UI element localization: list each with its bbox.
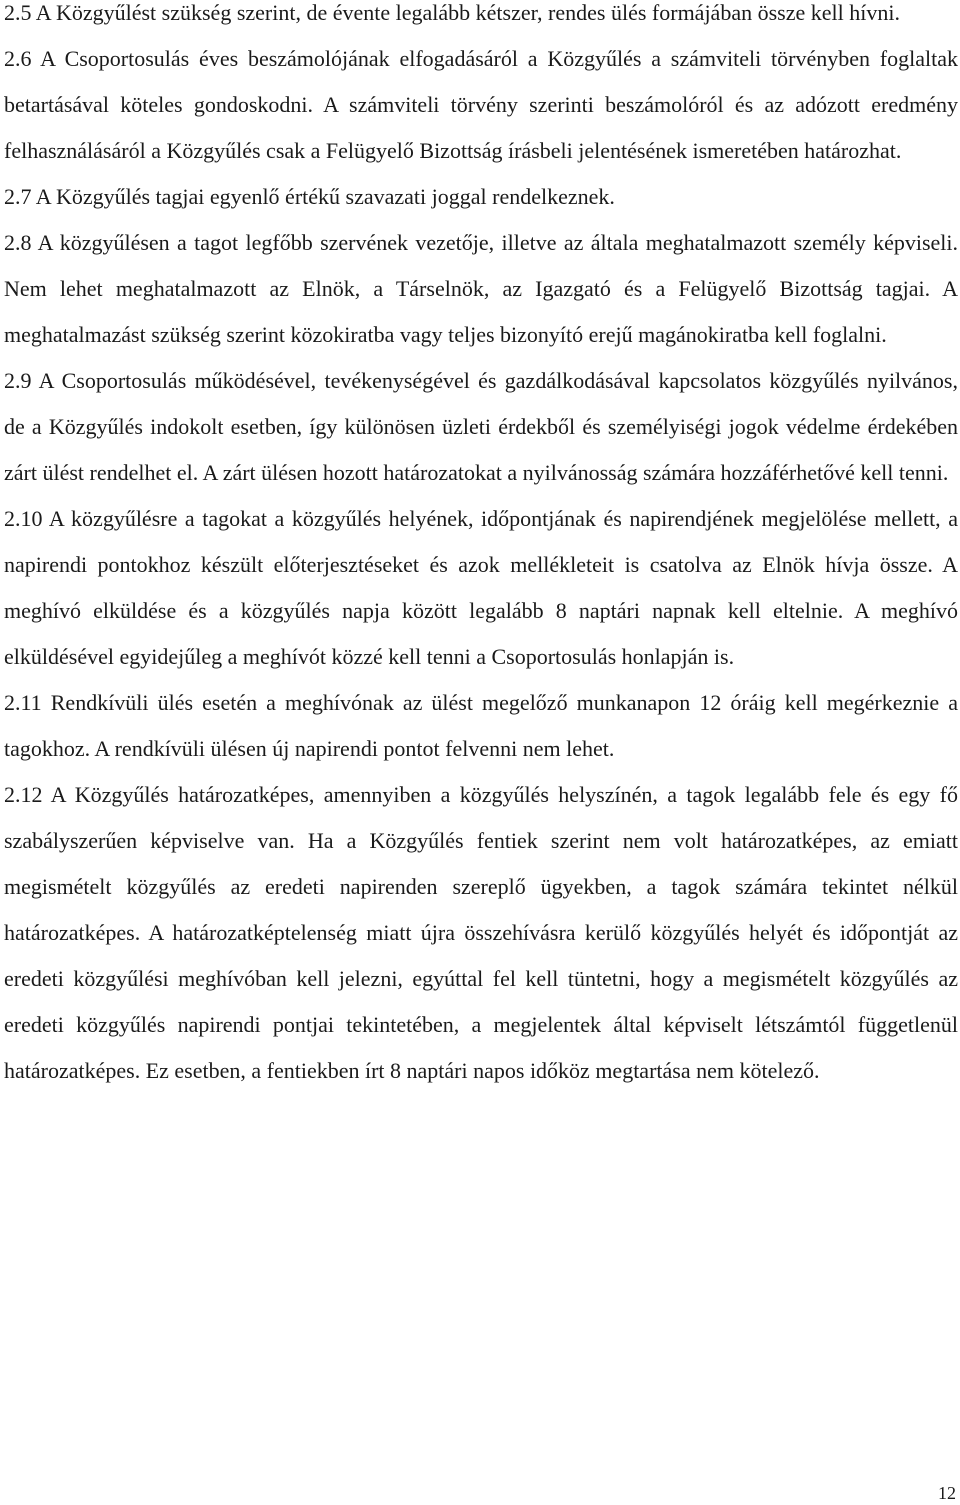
paragraph-2-12: 2.12 A Közgyűlés határozatképes, amennyiben a közgyűlés helyszínén, a tagok legalább fele és egy fő szabályszerűen képviselve van. Ha a Közgyűlés fentiek szerint nem volt határozatképes, az emiatt megismételt közgyűlés az eredeti napirenden szereplő ügyekben, a tagok számára tekintet nélkül határozatképes. A határozatképtelenség miatt újra összehívásra kerülő közgyűlés helyét és időpontját az eredeti közgyűlési meghívóban kell jelezni, egyúttal fel kell tüntetni, hogy a megismételt közgyűlés az eredeti közgyűlés napirendi pontjai tekintetében, a megjelentek által képviselt létszámtól függetlenül határozatképes. Ez esetben, a fentiekben írt 8 naptári napos időköz megtartása nem kötelező.: [4, 782, 958, 1083]
paragraph-2-10: 2.10 A közgyűlésre a tagokat a közgyűlés helyének, időpontjának és napirendjének megjelölése mellett, a napirendi pontokhoz készült előterjesztéseket és azok mellékleteit is csatolva az Elnök hívja össze. A meghívó elküldése és a közgyűlés napja között legalább 8 naptári napnak kell eltelnie. A meghívó elküldésével egyidejűleg a meghívót közzé kell tenni a Csoportosulás honlapján is.: [4, 506, 958, 669]
document-page: [4, 0, 958, 1094]
paragraph-2-5: 2.5 A Közgyűlést szükség szerint, de évente legalább kétszer, rendes ülés formájában össze kell hívni.: [4, 0, 900, 25]
paragraph-2-9: 2.9 A Csoportosulás működésével, tevékenységével és gazdálkodásával kapcsolatos közgyűlés nyilvános, de a Közgyűlés indokolt esetben, így különösen üzleti érdekből és személyiségi jogok védelme érdekében zárt ülést rendelhet el. A zárt ülésen hozott határozatokat a nyilvánosság számára hozzáférhetővé kell tenni.: [4, 368, 958, 485]
paragraph-2-11: 2.11 Rendkívüli ülés esetén a meghívónak az ülést megelőző munkanapon 12 óráig kell megérkeznie a tagokhoz. A rendkívüli ülésen új napirendi pontot felvenni nem lehet.: [4, 690, 958, 761]
paragraph-2-6: 2.6 A Csoportosulás éves beszámolójának elfogadásáról a Közgyűlés a számviteli törvényben foglaltak betartásával köteles gondoskodni. A számviteli törvény szerinti beszámolóról és az adózott eredmény felhasználásáról a Közgyűlés csak a Felügyelő Bizottság írásbeli jelentésének ismeretében határozhat.: [4, 46, 958, 163]
page-number: 12: [938, 1483, 956, 1503]
paragraph-2-8: 2.8 A közgyűlésen a tagot legfőbb szervének vezetője, illetve az általa meghatalmazott személy képviseli. Nem lehet meghatalmazott az Elnök, a Társelnök, az Igazgató és a Felügyelő Bizottság tagjai. A meghatalmazást szükség szerint közokiratba vagy teljes bizonyító erejű magánokiratba kell foglalni.: [4, 230, 958, 347]
paragraph-2-7: 2.7 A Közgyűlés tagjai egyenlő értékű szavazati joggal rendelkeznek.: [4, 184, 615, 209]
